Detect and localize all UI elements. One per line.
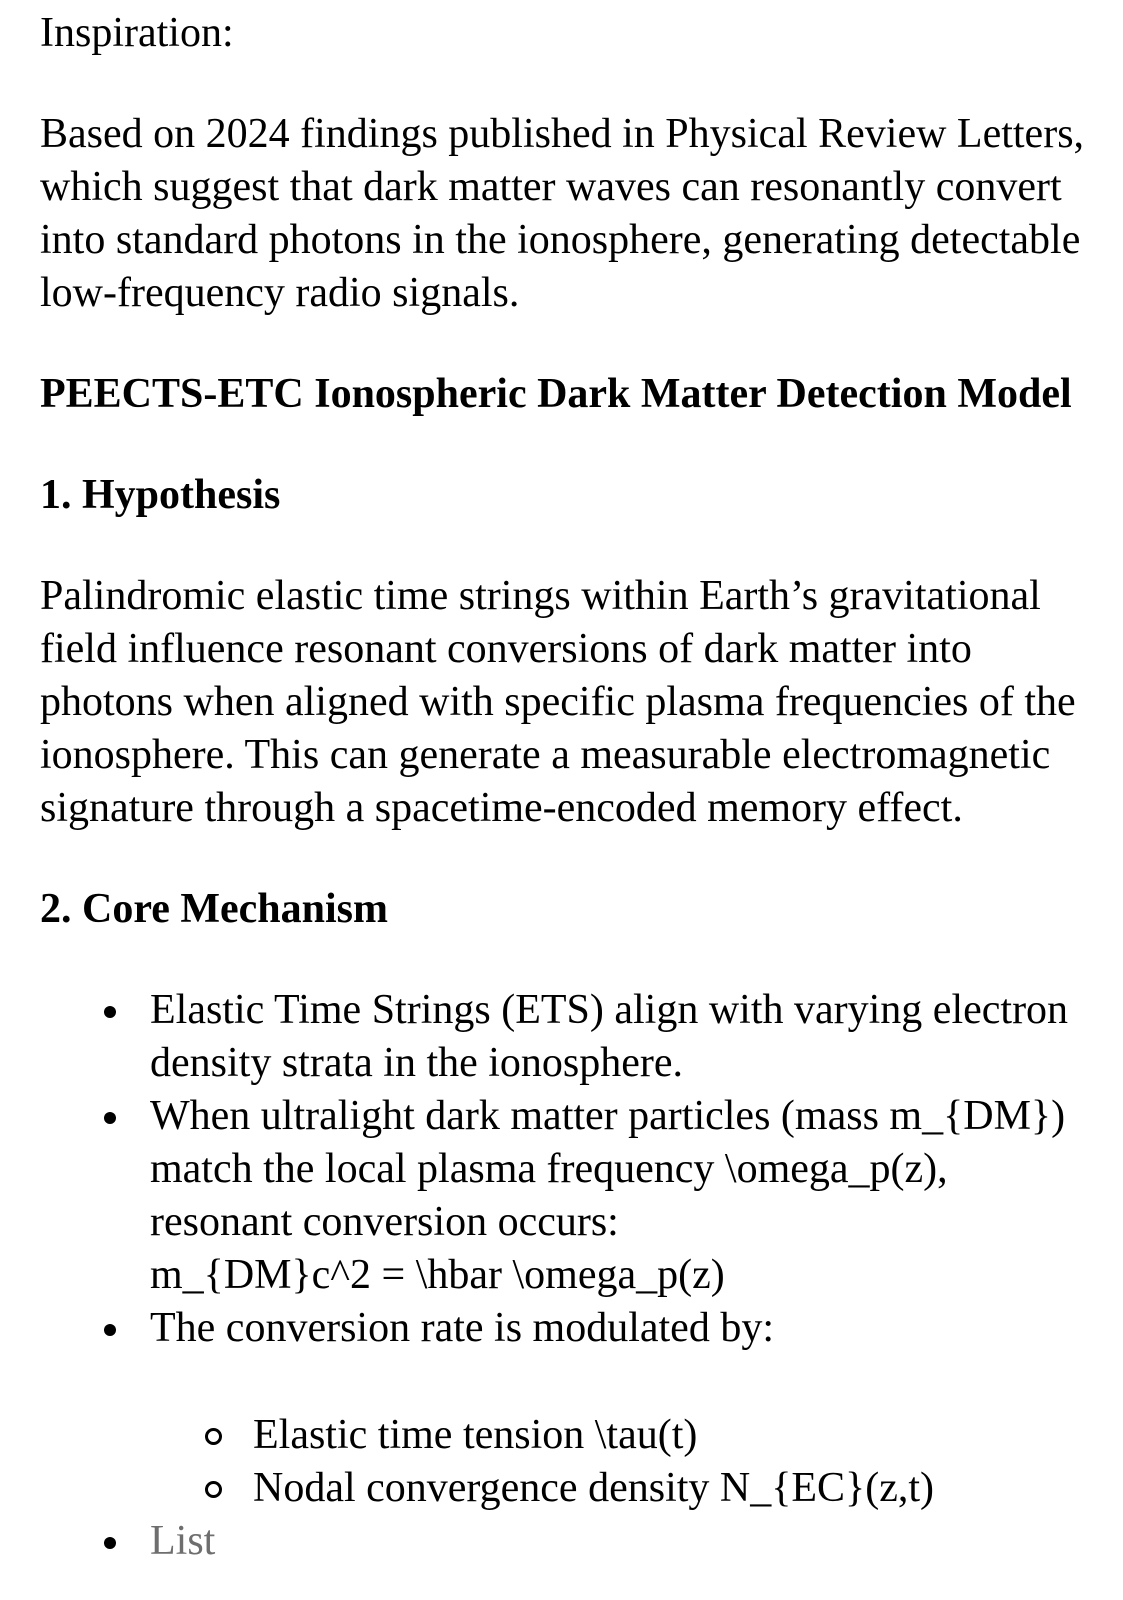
formula-line: m_{DM}c^2 = \hbar \omega_p(z) (150, 1252, 725, 1298)
sub-list-item (253, 1409, 1085, 1462)
section-2-heading: 2. Core Mechanism (40, 886, 388, 932)
section-1-heading: 1. Hypothesis (40, 472, 281, 518)
hypothesis-paragraph: Palindromic elastic time strings within Earth’s gravitational field influence resonant conversions of dark matter into photons when aligned with specific plasma frequencies of the ionosphere. This can generate a measurable electromagnetic signature through a spacetime-encoded memory effect. (40, 573, 1076, 831)
list-item-text: When ultralight dark matter particles (mass m_{DM}) match the local plasma frequency \omega_p(z), resonant conversion occurs: (150, 1093, 1066, 1245)
sub-list-item-text: Elastic time tension \tau(t) (253, 1412, 698, 1458)
intro-paragraph: Based on 2024 findings published in Physical Review Letters, which suggest that dark matter waves can resonantly convert into standard photons in the ionosphere, generating detectable low-frequency radio signals. (40, 111, 1085, 316)
list-item (150, 1090, 1085, 1302)
modulators-sublist (150, 1409, 1085, 1515)
list-item (150, 1302, 1085, 1515)
core-mechanism-list (40, 984, 1085, 1568)
list-item-text: Elastic Time Strings (ETS) align with varying electron density strata in the ionosphere. (150, 987, 1069, 1086)
list-placeholder-text: List (150, 1518, 216, 1564)
intro-label: Inspiration: (40, 10, 234, 56)
list-item (150, 984, 1085, 1090)
list-placeholder-item[interactable] (150, 1515, 1085, 1568)
list-item-text: The conversion rate is modulated by: (150, 1305, 774, 1351)
document-title: PEECTS-ETC Ionospheric Dark Matter Detection Model (40, 371, 1072, 417)
sub-list-item (253, 1462, 1085, 1515)
sub-list-item-text: Nodal convergence density N_{EC}(z,t) (253, 1465, 935, 1511)
